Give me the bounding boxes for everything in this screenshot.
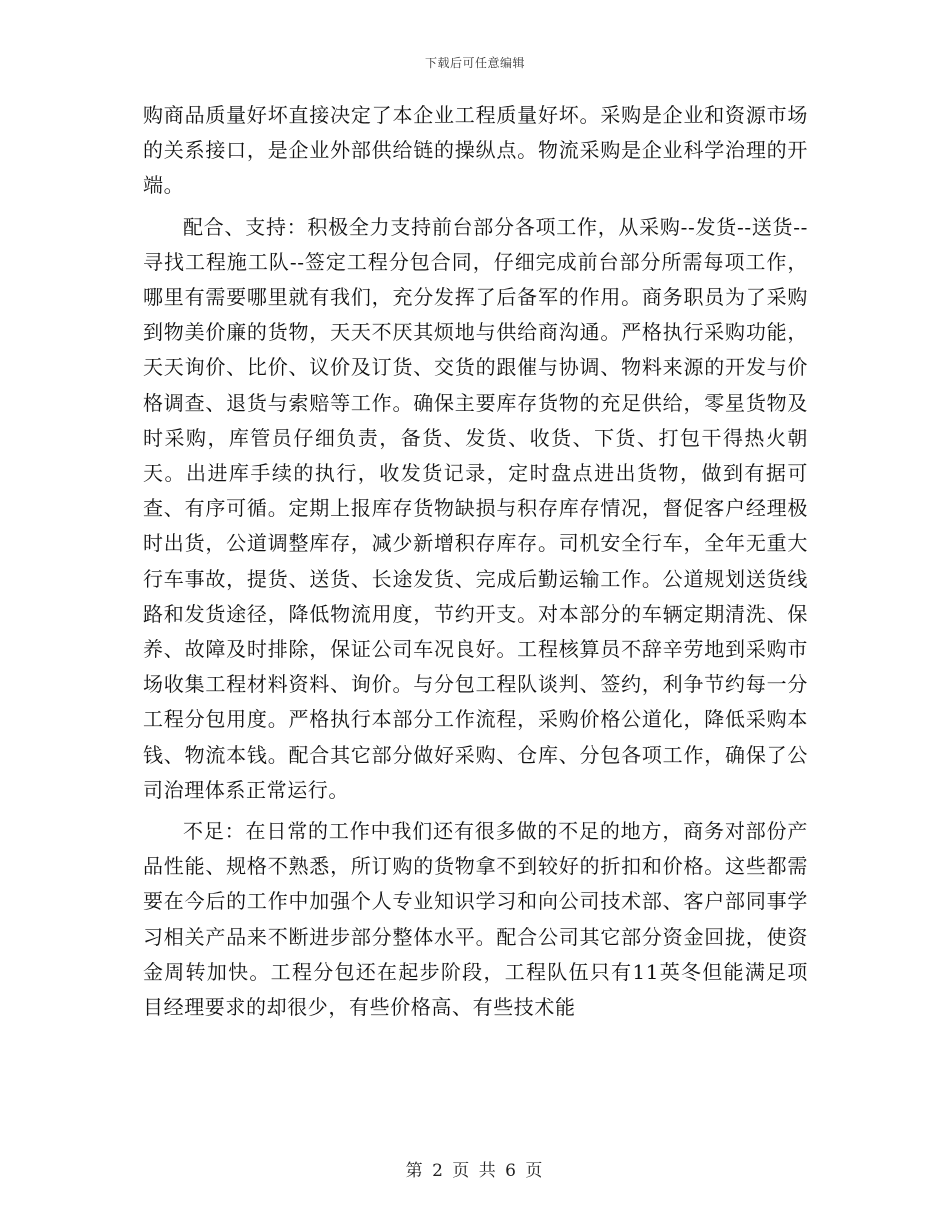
paragraph-procurement-intro: 购商品质量好坏直接决定了本企业工程质量好坏。采购是企业和资源市场的关系接口，是企业外部供给链的操纵点。物流采购是企业科学治理的开端。 (143, 103, 808, 198)
paragraph-cooperation-support: 配合、支持：积极全力支持前台部分各项工作，从采购--发货--送货--寻找工程施工队--签定工程分包合同，仔细完成前台部分所需每项工作，哪里有需要哪里就有我们，充分发挥了后备军的作用。商务职员为了采购到物美价廉的货物，天天不厌其烦地与供给商沟通。严格执行采购功能，天天询价、比价、议价及订货、交货的跟催与协调、物料来源的开发与价格调查、退货与索赔等工作。确保主要库存货物的充足供给，零星货物及时采购，库管员仔细负责，备货、发货、收货、下货、打包干得热火朝天。出进库手续的执行，收发货记录，定时盘点进出货物，做到有据可查、有序可循。定期上报库存货物缺损与积存库存情况，督促客户经理极时出货，公道调整库存，减少新增积存库存。司机安全行车，全年无重大行车事故，提货、送货、长途发货、完成后勤运输工作。公道规划送货线路和发货途径，降低物流用度，节约开支。对本部分的车辆定期清洗、保养、故障及时排除，保证公司车况良好。工程核算员不辞辛劳地到采购市场收集工程材料资料、询价。与分包工程队谈判、签约，利争节约每一分工程分包用度。严格执行本部分工作流程，采购价格公道化，降低采购本钱、物流本钱。配合其它部分做好采购、仓库、分包各项工作，确保了公司治理体系正常运行。 (143, 214, 808, 802)
paragraph-shortcomings: 不足：在日常的工作中我们还有很多做的不足的地方，商务对部份产品性能、规格不熟悉，所订购的货物拿不到较好的折扣和价格。这些都需要在今后的工作中加强个人专业知识学习和向公司技术部、客户部同事学习相关产品来不断进步部分整体水平。配合公司其它部分资金回拢，使资金周转加快。工程分包还在起步阶段，工程队伍只有11英冬但能满足项目经理要求的却很少，有些价格高、有些技术能 (143, 819, 808, 1020)
document-body (143, 98, 808, 1031)
download-note: 下载后可任意编辑 (424, 56, 525, 70)
page-number: 第 2 页 共 6 页 (405, 1161, 545, 1181)
